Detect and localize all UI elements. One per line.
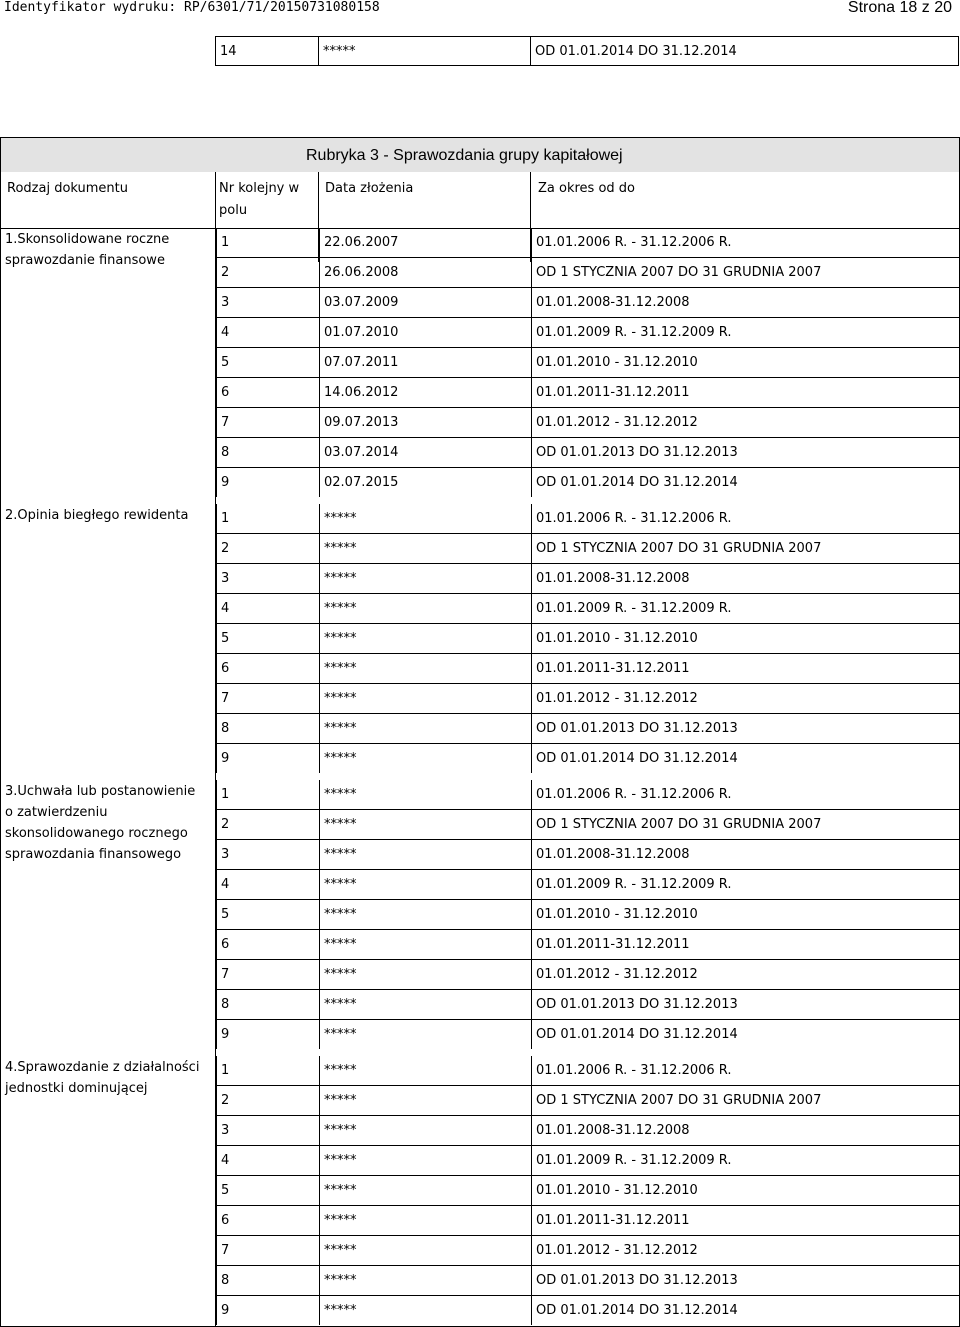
- table-row: [217, 378, 960, 408]
- print-identifier: Identyfikator wydruku: RP/6301/71/20150731080158: [4, 0, 380, 15]
- period: 01.01.2006 R. - 31.12.2006 R.: [532, 780, 960, 810]
- row-number: 6: [217, 378, 320, 408]
- document-type: 1.Skonsolidowane roczne sprawozdanie finansowe: [5, 232, 170, 268]
- row-number: 6: [217, 1206, 320, 1236]
- row-number: 9: [217, 744, 320, 774]
- row-number: 3: [217, 1116, 320, 1146]
- document-type: 3.Uchwała lub postanowienie o zatwierdzeniu skonsolidowanego rocznego sprawozdania finansowego: [5, 784, 196, 862]
- table-row: [217, 840, 960, 870]
- period: 01.01.2008-31.12.2008: [532, 840, 960, 870]
- period: 01.01.2011-31.12.2011: [532, 930, 960, 960]
- filing-date: *****: [320, 1206, 532, 1236]
- filing-date: 03.07.2009: [320, 288, 532, 318]
- period: 01.01.2010 - 31.12.2010: [532, 900, 960, 930]
- row-number: 4: [217, 318, 320, 348]
- filing-date: *****: [320, 714, 532, 744]
- period: 01.01.2012 - 31.12.2012: [532, 684, 960, 714]
- filing-date: *****: [320, 1176, 532, 1206]
- filing-date: 14.06.2012: [320, 378, 532, 408]
- period: 01.01.2010 - 31.12.2010: [532, 1176, 960, 1206]
- row-number: 4: [217, 870, 320, 900]
- table-row: [217, 288, 960, 318]
- period: 01.01.2006 R. - 31.12.2006 R.: [532, 1056, 960, 1086]
- period: 01.01.2009 R. - 31.12.2009 R.: [532, 870, 960, 900]
- table-row: [217, 1236, 960, 1266]
- table-row: [217, 534, 960, 564]
- period: OD 1 STYCZNIA 2007 DO 31 GRUDNIA 2007: [532, 1086, 960, 1116]
- filing-date: *****: [320, 930, 532, 960]
- period: 01.01.2012 - 31.12.2012: [532, 408, 960, 438]
- period: 01.01.2008-31.12.2008: [532, 1116, 960, 1146]
- filing-date: *****: [320, 870, 532, 900]
- document-type: 2.Opinia biegłego rewidenta: [5, 508, 189, 523]
- filing-date: *****: [320, 744, 532, 774]
- period: OD 01.01.2014 DO 31.12.2014: [532, 744, 960, 774]
- table-row: [217, 408, 960, 438]
- document-type: 4.Sprawozdanie z działalności jednostki dominującej: [5, 1060, 200, 1096]
- section-2: [1, 504, 959, 780]
- filing-date: *****: [320, 960, 532, 990]
- period: OD 1 STYCZNIA 2007 DO 31 GRUDNIA 2007: [532, 534, 960, 564]
- table-row: [217, 810, 960, 840]
- row-number: 2: [217, 534, 320, 564]
- period: 01.01.2006 R. - 31.12.2006 R.: [532, 228, 960, 258]
- table-row: [217, 990, 960, 1020]
- period: 01.01.2010 - 31.12.2010: [532, 624, 960, 654]
- table-row: [217, 1146, 960, 1176]
- filing-date: *****: [320, 1086, 532, 1116]
- filing-date: *****: [320, 1146, 532, 1176]
- filing-date: 22.06.2007: [320, 228, 532, 258]
- period: OD 01.01.2013 DO 31.12.2013: [532, 990, 960, 1020]
- filing-date: *****: [320, 1296, 532, 1326]
- row-number: 1: [217, 228, 320, 258]
- entries-table: [216, 780, 959, 1049]
- table-row: [217, 468, 960, 498]
- filing-date: *****: [320, 1020, 532, 1050]
- rubric-title: Rubryka 3 - Sprawozdania grupy kapitałowej: [306, 147, 623, 164]
- row-number: 2: [217, 1086, 320, 1116]
- filing-date: *****: [320, 780, 532, 810]
- table-row: [217, 1086, 960, 1116]
- row-number: 7: [217, 408, 320, 438]
- table-row: [217, 228, 960, 258]
- filing-date: *****: [320, 534, 532, 564]
- filing-date: 09.07.2013: [320, 408, 532, 438]
- row-number: 9: [217, 1020, 320, 1050]
- period: OD 01.01.2013 DO 31.12.2013: [532, 714, 960, 744]
- row-number: 8: [217, 714, 320, 744]
- table-row: [217, 348, 960, 378]
- entries-table: [216, 228, 959, 497]
- row-number: 3: [217, 840, 320, 870]
- row-number: 3: [217, 564, 320, 594]
- filing-date: *****: [320, 900, 532, 930]
- period: 01.01.2012 - 31.12.2012: [532, 960, 960, 990]
- row-number: 6: [217, 930, 320, 960]
- table-row: [217, 1296, 960, 1326]
- period: 01.01.2009 R. - 31.12.2009 R.: [532, 1146, 960, 1176]
- row-number: 5: [217, 348, 320, 378]
- row-number: 7: [217, 684, 320, 714]
- page-number: Strona 18 z 20: [847, 0, 952, 16]
- period: OD 01.01.2014 DO 31.12.2014: [532, 1296, 960, 1326]
- row-number: 5: [217, 1176, 320, 1206]
- period: 01.01.2011-31.12.2011: [532, 654, 960, 684]
- table-row: [217, 504, 960, 534]
- continuation-table: [215, 36, 959, 66]
- rubric-table: [0, 137, 960, 1327]
- row-number: 7: [217, 1236, 320, 1266]
- table-row: [217, 1116, 960, 1146]
- filing-date: *****: [320, 990, 532, 1020]
- table-row: [217, 318, 960, 348]
- section-3: [1, 780, 959, 1056]
- row-number: 1: [217, 1056, 320, 1086]
- column-header-date: Data złożenia: [325, 181, 414, 196]
- rubric-header: [1, 138, 959, 172]
- period: 01.01.2009 R. - 31.12.2009 R.: [532, 318, 960, 348]
- table-row: [217, 654, 960, 684]
- filing-date: *****: [320, 1116, 532, 1146]
- table-row: [217, 1056, 960, 1086]
- period: 01.01.2011-31.12.2011: [532, 378, 960, 408]
- section-4: [1, 1056, 959, 1326]
- table-row: [217, 900, 960, 930]
- row-number: 7: [217, 960, 320, 990]
- period: 01.01.2011-31.12.2011: [532, 1206, 960, 1236]
- filing-date: *****: [320, 504, 532, 534]
- filing-date: *****: [320, 564, 532, 594]
- section-1: [1, 228, 959, 504]
- row-number: 9: [217, 468, 320, 498]
- period: 01.01.2010 - 31.12.2010: [532, 348, 960, 378]
- period: OD 01.01.2014 DO 31.12.2014: [532, 1020, 960, 1050]
- period: 01.01.2012 - 31.12.2012: [532, 1236, 960, 1266]
- page-header: [0, 0, 960, 20]
- row-number: 6: [217, 654, 320, 684]
- row-number: 4: [217, 1146, 320, 1176]
- column-header-nr-line2: polu: [219, 203, 248, 218]
- period: OD 01.01.2014 DO 31.12.2014: [531, 37, 959, 66]
- row-number: 2: [217, 810, 320, 840]
- filing-date: *****: [320, 654, 532, 684]
- table-row: [217, 960, 960, 990]
- column-header-nr-line1: Nr kolejny w: [219, 181, 300, 196]
- row-number: 2: [217, 258, 320, 288]
- row-number: 5: [217, 900, 320, 930]
- row-number: 9: [217, 1296, 320, 1326]
- entries-table: [216, 504, 959, 773]
- period: OD 1 STYCZNIA 2007 DO 31 GRUDNIA 2007: [532, 810, 960, 840]
- table-row: [217, 258, 960, 288]
- period: 01.01.2009 R. - 31.12.2009 R.: [532, 594, 960, 624]
- row-number: 3: [217, 288, 320, 318]
- table-row: [217, 594, 960, 624]
- column-header-type: Rodzaj dokumentu: [7, 181, 128, 196]
- filing-date: *****: [320, 684, 532, 714]
- period: 01.01.2006 R. - 31.12.2006 R.: [532, 504, 960, 534]
- filing-date: 26.06.2008: [320, 258, 532, 288]
- filing-date: 07.07.2011: [320, 348, 532, 378]
- period: OD 01.01.2013 DO 31.12.2013: [532, 1266, 960, 1296]
- row-number: 5: [217, 624, 320, 654]
- entries-table: [216, 1056, 959, 1325]
- period: OD 01.01.2013 DO 31.12.2013: [532, 438, 960, 468]
- filing-date: *****: [319, 37, 531, 66]
- table-row: [217, 930, 960, 960]
- table-row: [217, 1176, 960, 1206]
- filing-date: *****: [320, 1236, 532, 1266]
- period: OD 01.01.2014 DO 31.12.2014: [532, 468, 960, 498]
- filing-date: 03.07.2014: [320, 438, 532, 468]
- table-row: [217, 438, 960, 468]
- filing-date: 01.07.2010: [320, 318, 532, 348]
- period: OD 1 STYCZNIA 2007 DO 31 GRUDNIA 2007: [532, 258, 960, 288]
- table-row: [217, 744, 960, 774]
- column-header-nr: [219, 178, 309, 222]
- table-row: [217, 870, 960, 900]
- table-row: [217, 780, 960, 810]
- table-row: [217, 564, 960, 594]
- filing-date: 02.07.2015: [320, 468, 532, 498]
- table-row: [217, 1206, 960, 1236]
- table-row: [216, 37, 959, 66]
- table-row: [217, 714, 960, 744]
- row-number: 8: [217, 990, 320, 1020]
- table-row: [217, 624, 960, 654]
- row-number: 1: [217, 504, 320, 534]
- filing-date: *****: [320, 1056, 532, 1086]
- row-number: 8: [217, 1266, 320, 1296]
- row-number: 1: [217, 780, 320, 810]
- period: 01.01.2008-31.12.2008: [532, 288, 960, 318]
- row-number: 4: [217, 594, 320, 624]
- period: 01.01.2008-31.12.2008: [532, 564, 960, 594]
- row-number: 14: [216, 37, 319, 66]
- table-row: [217, 1020, 960, 1050]
- filing-date: *****: [320, 810, 532, 840]
- row-number: 8: [217, 438, 320, 468]
- filing-date: *****: [320, 594, 532, 624]
- column-header-period: Za okres od do: [538, 181, 635, 196]
- table-row: [217, 1266, 960, 1296]
- filing-date: *****: [320, 840, 532, 870]
- filing-date: *****: [320, 1266, 532, 1296]
- table-row: [217, 684, 960, 714]
- filing-date: *****: [320, 624, 532, 654]
